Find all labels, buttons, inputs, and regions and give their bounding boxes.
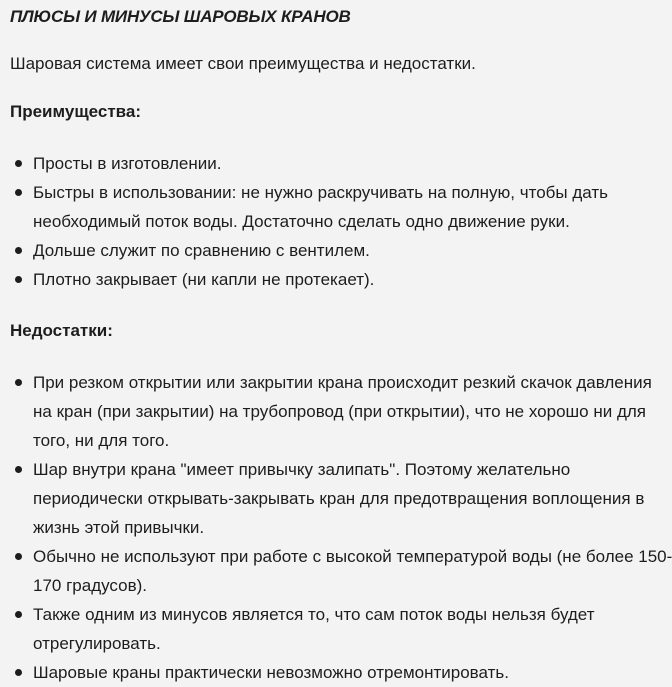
cons-list xyxy=(10,368,670,687)
bullet-icon xyxy=(15,611,22,618)
bullet-icon xyxy=(15,379,22,386)
intro-paragraph: Шаровая система имеет свои преимущества и недостатки. xyxy=(10,54,476,73)
list-item-text: Также одним из минусов является то, что сам поток воды нельзя будет отрегулировать. xyxy=(33,605,595,653)
article-title: ПЛЮСЫ И МИНУСЫ ШАРОВЫХ КРАНОВ xyxy=(10,7,351,26)
list-item xyxy=(10,600,672,658)
list-item-text: Шар внутри крана "имеет привычку залипать". Поэтому желательно периодически открывать-закрывать кран для предотвращения воплощения в жизнь этой привычки. xyxy=(33,460,645,537)
pros-list xyxy=(10,149,670,294)
list-item xyxy=(10,265,672,294)
list-item xyxy=(10,658,672,687)
bullet-icon xyxy=(15,247,22,254)
list-item-text: При резком открытии или закрытии крана происходит резкий скачок давления на кран (при закрытии) на трубопровод (при открытии), что не хорошо ни для того, ни для того. xyxy=(33,373,652,450)
list-item-text: Просты в изготовлении. xyxy=(33,154,222,173)
list-item-text: Обычно не используют при работе с высокой температурой воды (не более 150-170 градусов). xyxy=(33,547,672,595)
list-item-text: Быстры в использовании: не нужно раскручивать на полную, чтобы дать необходимый поток воды. Достаточно сделать одно движение руки. xyxy=(33,183,608,231)
cons-heading: Недостатки: xyxy=(10,321,113,340)
list-item xyxy=(10,178,672,236)
list-item xyxy=(10,542,672,600)
article xyxy=(10,0,670,687)
list-item xyxy=(10,149,672,178)
bullet-icon xyxy=(15,189,22,196)
list-item xyxy=(10,368,672,455)
list-item-text: Плотно закрывает (ни капли не протекает). xyxy=(33,270,375,289)
bullet-icon xyxy=(15,276,22,283)
list-item xyxy=(10,455,672,542)
pros-heading: Преимущества: xyxy=(10,102,142,121)
bullet-icon xyxy=(15,553,22,560)
list-item-text: Дольше служит по сравнению с вентилем. xyxy=(33,241,370,260)
list-item-text: Шаровые краны практически невозможно отремонтировать. xyxy=(33,663,509,682)
bullet-icon xyxy=(15,160,22,167)
bullet-icon xyxy=(15,669,22,676)
list-item xyxy=(10,236,672,265)
bullet-icon xyxy=(15,466,22,473)
